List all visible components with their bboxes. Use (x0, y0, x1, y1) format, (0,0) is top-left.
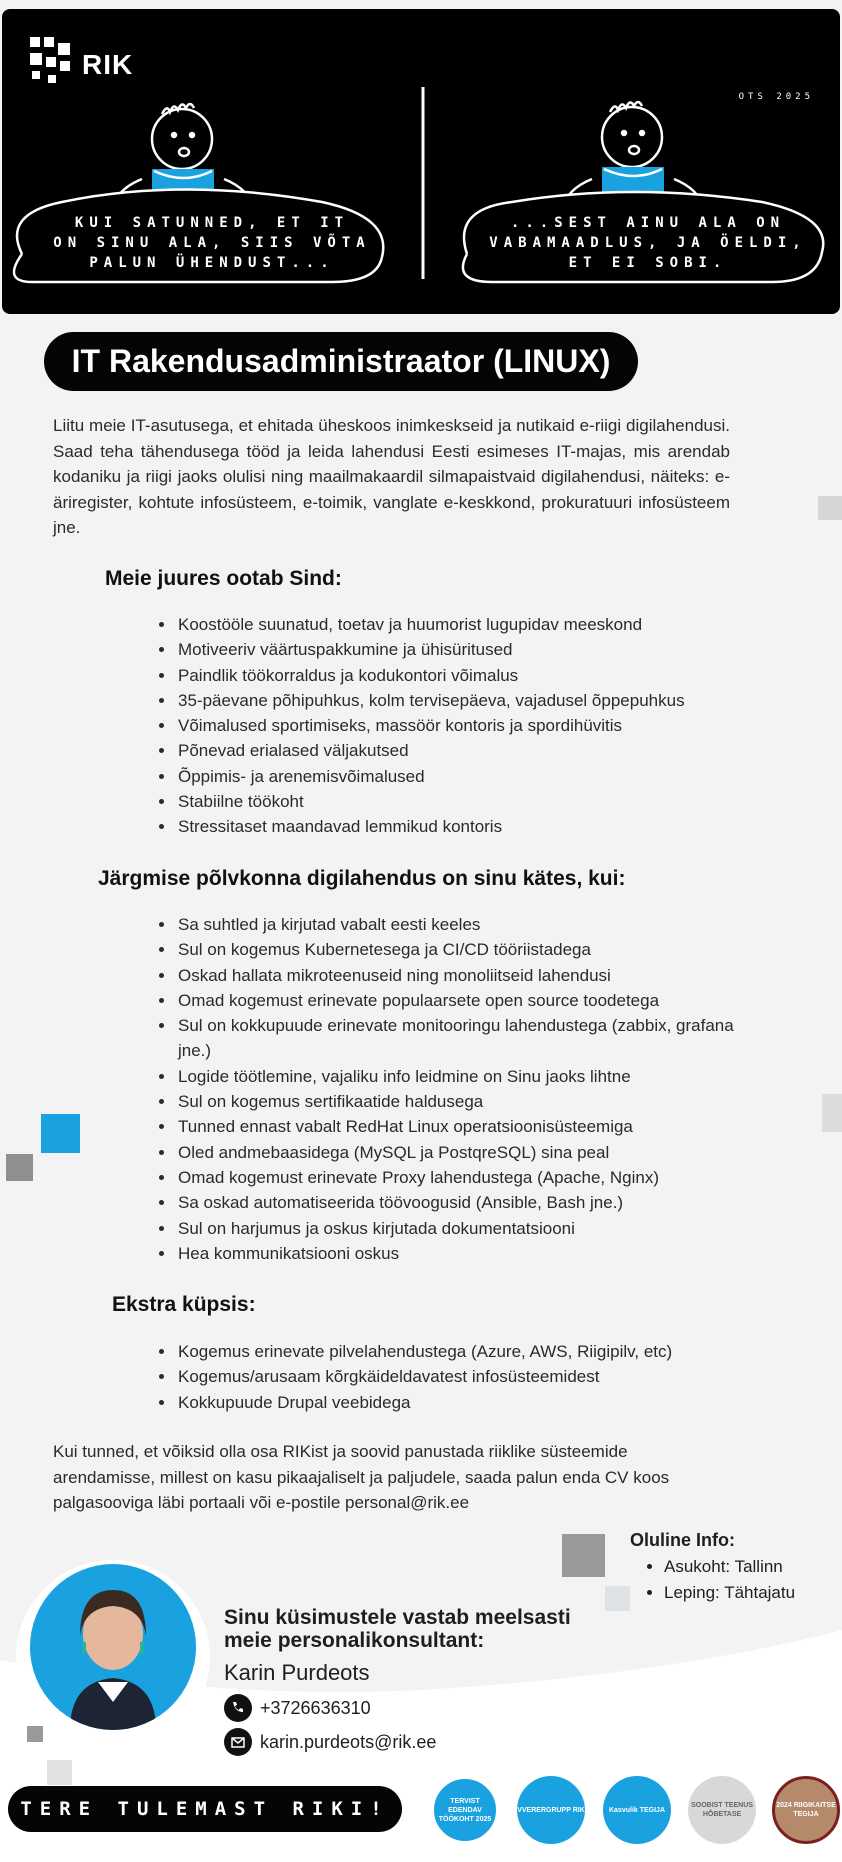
list-item: • Sa oskad automatiseerida töövoogusid (Ansible, Bash jne.) (176, 1190, 736, 1215)
list-item: • Kokkupuude Drupal veebidega (176, 1390, 672, 1415)
list-item: • Tunned ennast vabalt RedHat Linux operatsioonisüsteemiga (176, 1114, 736, 1139)
list-item: • Stabiilne töökoht (176, 789, 685, 814)
decor-square (605, 1586, 630, 1611)
hero-comic (2, 9, 840, 314)
badge-healthy-workplace (431, 1776, 499, 1844)
artist-signature: OTS 2025 (738, 92, 814, 102)
badge-growth (603, 1776, 671, 1844)
decor-square (822, 1094, 842, 1132)
list-item: • Sul on kogemus Kubernetesega ja CI/CD tööriistadega (176, 937, 736, 962)
bubble-left-line: PALUN ÜHENDUST... (89, 255, 335, 271)
list-item: • Põnevad erialased väljakutsed (176, 738, 685, 763)
list-item: • Sul on kogemus sertifikaatide haldusega (176, 1089, 736, 1114)
list-item: • Paindlik töökorraldus ja kodukontori võimalus (176, 663, 685, 688)
decor-square (27, 1726, 43, 1742)
requirements-list (154, 912, 736, 1266)
list-item: • Sa suhtled ja kirjutad vabalt eesti keeles (176, 912, 736, 937)
contact-email[interactable]: karin.purdeots@rik.ee (260, 1731, 437, 1752)
phone-icon (224, 1694, 252, 1722)
list-item: • Kogemus erinevate pilvelahendustega (Azure, AWS, Riigipilv, etc) (176, 1339, 672, 1364)
list-item: • Kogemus/arusaam kõrgkäideldavatest infosüsteemidest (176, 1364, 672, 1389)
info-item: • Asukoht: Tallinn (664, 1554, 795, 1580)
list-item: • Sul on kokkupuude erinevate monitooringu lahendustega (zabbix, grafana jne.) (176, 1013, 736, 1064)
badge-defence (772, 1776, 840, 1844)
list-item: • Võimalused sportimiseks, massöör kontoris ja spordihüvitis (176, 713, 685, 738)
decor-square-grey (562, 1534, 605, 1577)
info-list (646, 1554, 795, 1606)
decor-square-blue (41, 1114, 80, 1153)
list-item: • Õppimis- ja arenemisvõimalused (176, 764, 685, 789)
list-item: • 35-päevane põhipuhkus, kolm tervisepäeva, vajadusel õppepuhkus (176, 688, 685, 713)
list-item: • Logide töötlemine, vajaliku info leidmine on Sinu jaoks lihtne (176, 1064, 736, 1089)
badge-text: Kasvulik TEGIJA (608, 1806, 666, 1814)
bubble-right-line: ...SEST AINU ALA ON (510, 215, 786, 231)
list-item: • Koostööle suunatud, toetav ja huumorist lugupidav meeskond (176, 612, 685, 637)
job-title: IT Rakendusadministraator (LINUX) (44, 332, 638, 391)
welcome-tagline: TERE TULEMAST RIKI! (8, 1786, 402, 1832)
contact-phone-row (224, 1694, 371, 1722)
list-item: • Omad kogemust erinevate populaarsete open source toodetega (176, 988, 736, 1013)
extra-list (154, 1339, 672, 1415)
info-heading: Oluline Info: (630, 1530, 735, 1550)
decor-square (818, 496, 842, 520)
decor-square (47, 1760, 72, 1785)
logo-text: RIK (82, 49, 134, 80)
requirements-heading: Järgmise põlvkonna digilahendus on sinu kätes, kui: (98, 867, 626, 890)
info-item: • Leping: Tähtajatu (664, 1580, 795, 1606)
bubble-left-line: KUI SATUNNED, ET IT (74, 215, 350, 231)
rik-logo-icon (30, 37, 70, 83)
contact-name: Karin Purdeots (224, 1660, 370, 1685)
badge-text: 2024 RIIGIKAITSE TEGIJA (776, 1802, 836, 1818)
badge-text: SOOBIST TEENUS HÕBETASE (691, 1802, 753, 1818)
list-item: • Oled andmebaasidega (MySQL ja PostqreSQL) sina peal (176, 1140, 736, 1165)
list-item: • Motiveeriv väärtuspakkumine ja ühisüritused (176, 637, 685, 662)
avatar (30, 1564, 196, 1730)
list-item: • Oskad hallata mikroteenuseid ning monoliitseid lahendusi (176, 963, 736, 988)
badge-text: TERVIST EDENDAV TÖÖKOHT 2025 (438, 1797, 492, 1823)
badge-text: VVERERGRUPP RIK (517, 1806, 585, 1814)
contact-heading: Sinu küsimustele vastab meelsasti meie personalikonsultant: (224, 1606, 571, 1652)
speech-bubble-left (32, 213, 392, 273)
list-item: • Omad kogemust erinevate Proxy lahendustega (Apache, Nginx) (176, 1165, 736, 1190)
badge-blood-group (517, 1776, 585, 1844)
extra-heading: Ekstra küpsis: (112, 1293, 256, 1316)
decor-square-grey (6, 1154, 33, 1181)
benefits-heading: Meie juures ootab Sind: (105, 567, 342, 590)
benefits-list (154, 612, 685, 840)
bubble-right-line: VABAMAADLUS, JA ÖELDI, (489, 235, 807, 251)
badge-silver (688, 1776, 756, 1844)
list-item: • Stressitaset maandavad lemmikud kontoris (176, 814, 685, 839)
intro-paragraph: Liitu meie IT-asutusega, et ehitada üheskoos inimkeskseid ja nutikaid e-riigi digilahendusi. Saad teha tähendusega tööd ja leida lahendusi Eesti esimeses IT-majas, mis arendab kodaniku ja riigi jaoks olulisi ning maailmakaardil silmapaistvaid digilahendusi, näiteks: e-äriregister, kohtute infosüsteem, e-toimik, vanglate e-keskkond, prokuratuuri infosüsteem jne. (53, 416, 730, 537)
list-item: • Sul on harjumus ja oskus kirjutada dokumentatsiooni (176, 1216, 736, 1241)
contact-phone[interactable]: +3726636310 (260, 1697, 371, 1718)
bubble-right-line: ET EI SOBI. (568, 255, 728, 271)
closing-paragraph: Kui tunned, et võiksid olla osa RIKist ja soovid panustada riiklike süsteemide arendamisse, millest on kasu pikaajaliselt ja paljudele, saada palun enda CV koos palgasooviga läbi portaali või e-postile personal@rik.ee (53, 1442, 670, 1512)
person-photo-icon (30, 1564, 196, 1730)
list-item: • Hea kommunikatsiooni oskus (176, 1241, 736, 1266)
email-icon (224, 1728, 252, 1756)
bubble-left-line: ON SINU ALA, SIIS VÕTA (53, 235, 371, 251)
contact-email-row (224, 1728, 436, 1756)
speech-bubble-right (468, 213, 828, 273)
